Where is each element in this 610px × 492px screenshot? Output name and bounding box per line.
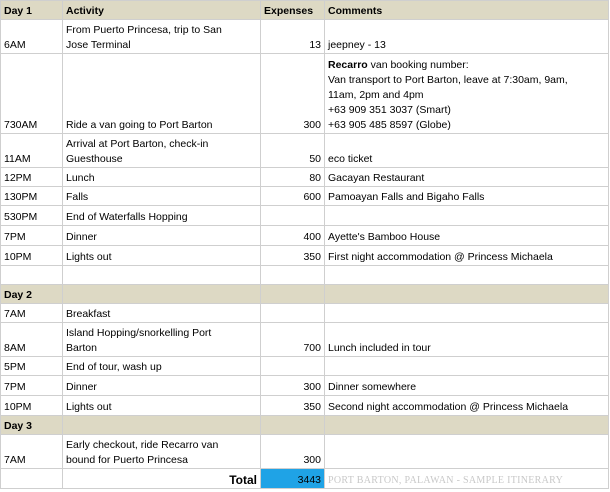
table-row	[1, 54, 609, 134]
table-row	[1, 435, 609, 469]
itinerary-watermark: PORT BARTON, PALAWAN - SAMPLE ITINERARY	[325, 469, 609, 489]
table-row	[1, 134, 609, 168]
empty-cell[interactable]	[261, 416, 325, 435]
expense-cell[interactable]: 700	[261, 323, 325, 357]
header-row	[1, 1, 609, 20]
table-row	[1, 187, 609, 206]
activity-cell[interactable]: Lunch	[63, 168, 261, 187]
time-cell[interactable]: 7PM	[1, 376, 63, 396]
table-row	[1, 168, 609, 187]
time-cell[interactable]: 6AM	[1, 20, 63, 54]
comment-cell[interactable]: Pamoayan Falls and Bigaho Falls	[325, 187, 609, 206]
time-cell[interactable]: 7AM	[1, 435, 63, 469]
time-cell[interactable]: 730AM	[1, 54, 63, 134]
activity-cell[interactable]: End of Waterfalls Hopping	[63, 206, 261, 226]
comment-cell[interactable]	[325, 357, 609, 376]
activity-cell[interactable]: Early checkout, ride Recarro van bound for Puerto Princesa	[63, 435, 261, 469]
comment-cell[interactable]: Ayette's Bamboo House	[325, 226, 609, 246]
comments-header[interactable]: Comments	[325, 1, 609, 20]
activity-cell[interactable]: Island Hopping/snorkelling Port Barton	[63, 323, 261, 357]
comment-cell[interactable]	[325, 435, 609, 469]
table-row	[1, 246, 609, 266]
activity-cell[interactable]: Dinner	[63, 226, 261, 246]
expense-cell[interactable]	[261, 357, 325, 376]
comment-cell[interactable]: First night accommodation @ Princess Michaela	[325, 246, 609, 266]
expense-cell[interactable]: 600	[261, 187, 325, 206]
table-row	[1, 376, 609, 396]
activity-cell[interactable]: Dinner	[63, 376, 261, 396]
comment-cell[interactable]: eco ticket	[325, 134, 609, 168]
empty-cell[interactable]	[325, 266, 609, 285]
table-row	[1, 396, 609, 416]
activity-header[interactable]: Activity	[63, 1, 261, 20]
empty-cell[interactable]	[63, 266, 261, 285]
day1-label[interactable]: Day 1	[1, 1, 63, 20]
empty-cell[interactable]	[261, 285, 325, 304]
table-row	[1, 206, 609, 226]
total-label[interactable]: Total	[63, 469, 261, 489]
blank-row	[1, 266, 609, 285]
activity-cell[interactable]: Breakfast	[63, 304, 261, 323]
time-cell[interactable]: 130PM	[1, 187, 63, 206]
expense-cell[interactable]: 50	[261, 134, 325, 168]
time-cell[interactable]: 5PM	[1, 357, 63, 376]
expense-cell[interactable]: 400	[261, 226, 325, 246]
day3-header-row	[1, 416, 609, 435]
activity-cell[interactable]: Arrival at Port Barton, check-in Guesthouse	[63, 134, 261, 168]
total-value[interactable]: 3443	[261, 469, 325, 489]
comment-cell[interactable]: jeepney - 13	[325, 20, 609, 54]
activity-cell[interactable]: Falls	[63, 187, 261, 206]
comment-cell[interactable]	[325, 54, 609, 134]
expense-cell[interactable]	[261, 206, 325, 226]
comment-cell[interactable]: Dinner somewhere	[325, 376, 609, 396]
empty-cell[interactable]	[1, 266, 63, 285]
time-cell[interactable]: 10PM	[1, 396, 63, 416]
empty-cell[interactable]	[325, 285, 609, 304]
expense-cell[interactable]: 350	[261, 246, 325, 266]
table-row	[1, 226, 609, 246]
empty-cell[interactable]	[1, 469, 63, 489]
empty-cell[interactable]	[261, 266, 325, 285]
expense-cell[interactable]: 300	[261, 376, 325, 396]
day2-header-row	[1, 285, 609, 304]
table-row	[1, 304, 609, 323]
comment-text-part: van booking number: Van transport to Port Barton, leave at 7:30am, 9am, 11am, 2pm and 4pm +63 909 351 3037 (Smart) +63 905 485 8597 (Globe)	[328, 59, 568, 131]
time-cell[interactable]: 530PM	[1, 206, 63, 226]
comment-cell[interactable]: Gacayan Restaurant	[325, 168, 609, 187]
time-cell[interactable]: 10PM	[1, 246, 63, 266]
comment-cell[interactable]: Lunch included in tour	[325, 323, 609, 357]
time-cell[interactable]: 12PM	[1, 168, 63, 187]
expense-cell[interactable]: 350	[261, 396, 325, 416]
table-row	[1, 357, 609, 376]
expense-cell[interactable]: 300	[261, 54, 325, 134]
table-row	[1, 20, 609, 54]
activity-cell[interactable]: Lights out	[63, 396, 261, 416]
comment-cell[interactable]	[325, 304, 609, 323]
time-cell[interactable]: 8AM	[1, 323, 63, 357]
time-cell[interactable]: 11AM	[1, 134, 63, 168]
empty-cell[interactable]	[325, 416, 609, 435]
activity-cell[interactable]: End of tour, wash up	[63, 357, 261, 376]
day2-label[interactable]: Day 2	[1, 285, 63, 304]
time-cell[interactable]: 7PM	[1, 226, 63, 246]
comment-bold-part: Recarro	[328, 59, 368, 71]
comment-cell[interactable]	[325, 206, 609, 226]
empty-cell[interactable]	[63, 416, 261, 435]
total-row	[1, 469, 609, 489]
empty-cell[interactable]	[63, 285, 261, 304]
expense-cell[interactable]: 300	[261, 435, 325, 469]
activity-cell[interactable]: From Puerto Princesa, trip to San Jose Terminal	[63, 20, 261, 54]
time-cell[interactable]: 7AM	[1, 304, 63, 323]
day3-label[interactable]: Day 3	[1, 416, 63, 435]
expense-cell[interactable]: 80	[261, 168, 325, 187]
expense-cell[interactable]: 13	[261, 20, 325, 54]
activity-cell[interactable]: Lights out	[63, 246, 261, 266]
expenses-header[interactable]: Expenses	[261, 1, 325, 20]
table-row	[1, 323, 609, 357]
expense-cell[interactable]	[261, 304, 325, 323]
activity-cell[interactable]: Ride a van going to Port Barton	[63, 54, 261, 134]
comment-cell[interactable]: Second night accommodation @ Princess Michaela	[325, 396, 609, 416]
